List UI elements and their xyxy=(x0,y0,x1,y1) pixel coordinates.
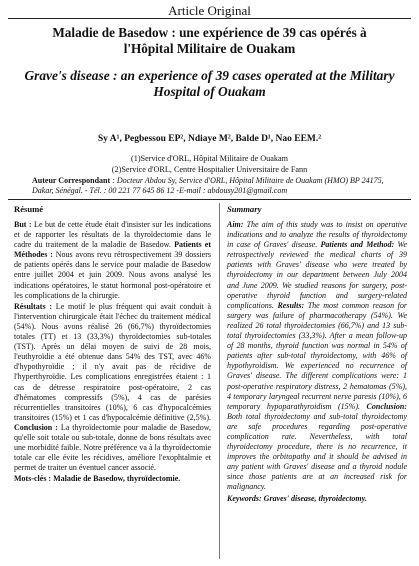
section-divider xyxy=(8,199,411,200)
resume-resultats-label: Résultats : xyxy=(14,301,53,311)
resume-conclusion-label: Conclusion : xyxy=(14,422,58,432)
summary-heading: Summary xyxy=(227,204,262,214)
summary-aim-label: Aim: xyxy=(227,220,244,229)
resume-column xyxy=(14,220,211,485)
header-divider xyxy=(8,18,411,19)
summary-conclusion-label: Conclusion: xyxy=(366,401,407,411)
resume-but xyxy=(14,220,211,301)
summary-keywords-label: Keywords: xyxy=(227,493,262,503)
corresponding-author-label: Auteur Correspondant xyxy=(32,176,111,185)
summary-aim xyxy=(227,220,407,493)
summary-results-label: Results: xyxy=(277,300,305,310)
resume-but-label: But : xyxy=(14,220,32,229)
summary-keywords-text: Graves' disease, thyroidectomy. xyxy=(261,493,367,503)
summary-results-text: The most common reason for surgery was failure of pharmacotherapy (54%). We realized 26 total thyroidectomies (66,7%) and 13 sub-total thyroidectomies (33,3%). After a mean follow-up of 28 months, thyroid function was normal in 54% of patients after sub-total thyroidectomy, with 46% of hypothyroidism. We experienced no recurrence of Graves' disease. The different complications were: 1 post-operative respiratory distress, 2 hematomas (5%), 4 temporary laryngeal recurrent nerve paresis (10%), 6 temporary hypoparathyroidism (15%). xyxy=(227,300,408,411)
resume-keywords-label: Mots-clés : xyxy=(14,474,52,484)
summary-column xyxy=(227,220,407,505)
affiliation-2: (2)Service d'ORL, Centre Hospitalier Universitaire de Fann xyxy=(111,165,308,174)
resume-resultats xyxy=(14,302,211,474)
resume-conclusion-text: La thyroïdectomie pour maladie de Basedow, qu'elle soit totale ou sub-totale, donne de bons résultats avec une morbidité faible. Notre préférence va à la thyroïdectomie totale car elle évite les récidives, améliore l'exophtalmie et permet de traiter un éventuel cancer associé. xyxy=(14,422,211,473)
resume-keywords-text: Maladie de Basedow, thyroïdectomie. xyxy=(51,474,181,484)
resume-but-text: Le but de cette étude était d'insister sur les indications et de rapporter les résultats de la thyroïdectomie dans le cadre du traitement de la maladie de Basedow. xyxy=(14,220,211,250)
resume-heading: Résumé xyxy=(14,204,44,214)
corresponding-author xyxy=(32,176,401,197)
resume-methodes-text: Nous avons revu rétrospectivement 39 dossiers de patients opérés dans le service pour maladie de Basedow entre juillet 2004 et juin 2009. Nous avons analysé les indications opératoires, le statut hormonal post-opératoire et les complications de la chirurgie. xyxy=(14,250,211,300)
column-divider xyxy=(219,203,220,559)
resume-methodes-label: Patients et Méthodes : xyxy=(14,240,212,260)
summary-aim-text: The aim of this study was to insist on operative indications and to analyze the results of thyroidectomy in case of Graves' disease. xyxy=(227,220,407,250)
resume-resultats-text: Le motif le plus fréquent qui avait conduit à l'intervention chirurgicale était l'échec du traitement médical (54%). Nous avons réalisé 26 (66,7%) thyroïdectomies totales (TT) et 13 (33,3%) thyroïdectomies sub-totales (TST). Après un délai moyen de suivi de 28 mois, l'euthyroïdie a été obtenue dans 54% des TST, avec 46% d'hypothyroïdie ; il n'y avait pas de récidive de l'hyperthyroïdie. Les complications enregistrées étaient : 1 cas de détresse respiratoire post-opératoire, 2 cas d'hématomes compressifs (5%), 4 cas de parésies récurrentielles transitoires (10%), 6 cas d'hypocalcémies transitoires (15%) et 1 cas d'hypocalcémie définitive (2,5%). xyxy=(14,301,211,422)
summary-methods-label: Patients and Method: xyxy=(320,240,395,250)
title-french: Maladie de Basedow : une expérience de 39 cas opérés à l'Hôpital Militaire de Ouakam xyxy=(52,25,367,56)
affiliation-1: (1)Service d'ORL, Hôpital Militaire de Ouakam xyxy=(131,154,288,163)
article-type-label: Article Original xyxy=(168,3,251,18)
author-list: Sy A¹, Pegbessou EP², Ndiaye M², Balde D¹, Nao EEM.² xyxy=(97,134,322,144)
corresponding-author-details: : Docteur Abdou Sy, Service d'ORL, Hôpital Militaire de Ouakam (HMO) BP 24175, Dakar, Sénégal. - Tél. : 00 221 77 645 86 12 -E-mail : abdousy201@gmail.com xyxy=(32,176,384,196)
title-english: Grave's disease : an experience of 39 cases operated at the Military Hospital of Ouakam xyxy=(24,68,395,99)
summary-keywords xyxy=(227,494,407,504)
summary-methods-text: We retrospectively reviewed the medical charts of 39 patients with Graves' disease who were treated by thyroidectomy in our department between July 2004 and June 2009. We studied reasons for surgery, post-operative thyroid function and surgery-related complications. xyxy=(227,240,408,310)
resume-keywords xyxy=(14,474,211,484)
summary-conclusion-text: Both total thyroidectomy and sub-total thyroidectomy are safe procedures regarding post-operative complication rate. Nevertheless, with total thyroidectomy procedure, there is no recurrence, it improves the orbitopathy and it should be advised in any patient with Graves' disease and a thyroid nodule since those patients are at an increased risk for malignancy. xyxy=(227,411,407,492)
